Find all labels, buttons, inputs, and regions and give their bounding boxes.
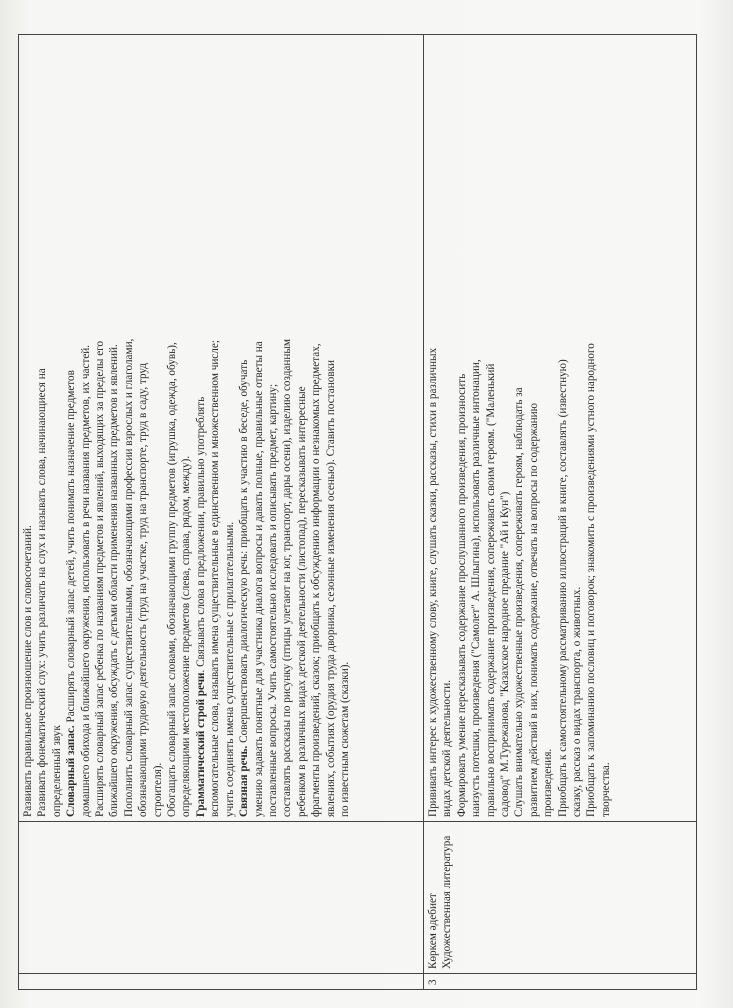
- text-line: Развивать фонематический слух: учить различать на слух и называть слова, начинающиеся на: [36, 368, 49, 817]
- area-title-kazakh: Көркем әдебиет: [427, 893, 439, 969]
- section-heading: Словарный запас.: [65, 725, 78, 817]
- text-line: обозначающими трудовую деятельность (труд на участке, труд на транспорте, труд в саду, труд: [137, 363, 150, 817]
- text-line: строителя).: [151, 762, 164, 817]
- section-heading: Связная речь.: [238, 745, 251, 817]
- text-line: по известным сюжетам (сказки).: [338, 661, 351, 817]
- text-line: творчества.: [599, 762, 612, 817]
- area-cell: [424, 822, 697, 974]
- row-number-cell: 3: [424, 974, 697, 990]
- text-line: развитием действий в них, понимать содержание, отвечать на вопросы по содержанию: [527, 402, 540, 817]
- table-row: [424, 35, 697, 990]
- text-line: учить соединять имена существительные с прилагательными.: [223, 521, 236, 817]
- section-heading: Грамматический строй речи: [194, 672, 207, 817]
- rotated-page: [18, 35, 718, 990]
- curriculum-table: [18, 34, 697, 990]
- text-line: правильно воспринимать содержание произведения, сопереживать своим героям. ("Маленький: [484, 363, 497, 817]
- text-line: видах детской деятельности.: [441, 679, 454, 817]
- text-line: Приобщать к самостоятельному рассматриванию иллюстраций в книге, составлять (известную): [556, 359, 569, 817]
- text-line: Связная речь. Совершенствовать диалогическую речь: приобщать к участию в беседе, обучать: [238, 359, 251, 817]
- text-line: Формировать умение пересказывать содержание прослушанного произведения, произносить: [455, 373, 468, 817]
- text-line: Грамматический строй речи. Связывать слова в предложении, правильно употреблять: [194, 396, 207, 817]
- text-line: наизусть потешки, произведения ("Самолет" А. Шлыгина), использовать различные интонации,: [470, 359, 483, 817]
- text-line: определяющими местоположение предметов (слева, справа, рядом, между).: [180, 455, 193, 817]
- text-line: фрагменты произведений, сказок; приобщать к обсуждению информации о незнакомых предметах,: [310, 343, 323, 817]
- table-row: [19, 35, 424, 990]
- text-line: вспомогательные слова, называть имена существительные в единственном и множественном числе;: [209, 340, 222, 817]
- text-line: поставленные вопросы. Учить самостоятельно исследовать и описывать предмет, картину;: [266, 383, 279, 817]
- text-line: явлениях, событиях (орудия труда дворника, сезонные изменения осенью). Ставить постановки: [324, 359, 337, 817]
- text-line: сказку, рассказ о видах транспорта, о животных.: [571, 586, 584, 817]
- text-line: Пополнить словарный запас существительными, обозначающими профессии взрослых и глаголами,: [122, 338, 135, 817]
- text-line: садовод" М.Турежанова, "Казахское народное предание "Ай и Кун"): [499, 491, 512, 817]
- row-number-cell: [19, 974, 424, 990]
- text-line: Обогащать словарный запас словами, обозначающими группу предметов (игрушка, одежда, обувь),: [166, 342, 179, 817]
- text-line: Прививать интерес к художественному слову, книге, слушать сказки, рассказы, стихи в различных: [427, 347, 439, 817]
- text-line: Развивать правильное произношение слов и словосочетаний.: [22, 525, 34, 817]
- text-line: составлять рассказы по рисунку (птицы улетают на юг, транспорт, дары осени), изделию созданным: [281, 339, 294, 817]
- text-line: Словарный запас. Расширять словарный запас детей, учить понимать назначение предметов: [65, 370, 78, 817]
- text-line: Расширять словарный запас ребенка по названиям предметов и явлений, выходящих за пределы его: [94, 340, 107, 817]
- area-title-russian: Художественная литература: [441, 835, 454, 969]
- text-line: умению задавать понятные для участника диалога вопросы и давать полные, правильные ответы на: [252, 341, 265, 817]
- area-cell: [19, 822, 424, 974]
- text-line: определенный звук: [50, 725, 63, 817]
- text-line: ребенком в различных видах детской деятельности (листопад), пересказывать интересные: [295, 386, 308, 817]
- text-line: Приобщать к запоминанию пословиц и поговорок; знакомить с произведениями устного народного: [585, 343, 598, 817]
- content-cell: [19, 35, 424, 822]
- text-line: Слушать внимательно художественные произведения, сопереживать героям, наблюдать за: [513, 387, 526, 817]
- text-line: произведения.: [542, 748, 555, 817]
- content-cell: [424, 35, 697, 822]
- text-line: домашнего обихода и ближайшего окружения, использовать в речи названия предметов, их частей.: [79, 344, 92, 817]
- text-line: ближайшего окружения, обсуждать с детьми области применения названных предметов и явлений.: [108, 344, 121, 817]
